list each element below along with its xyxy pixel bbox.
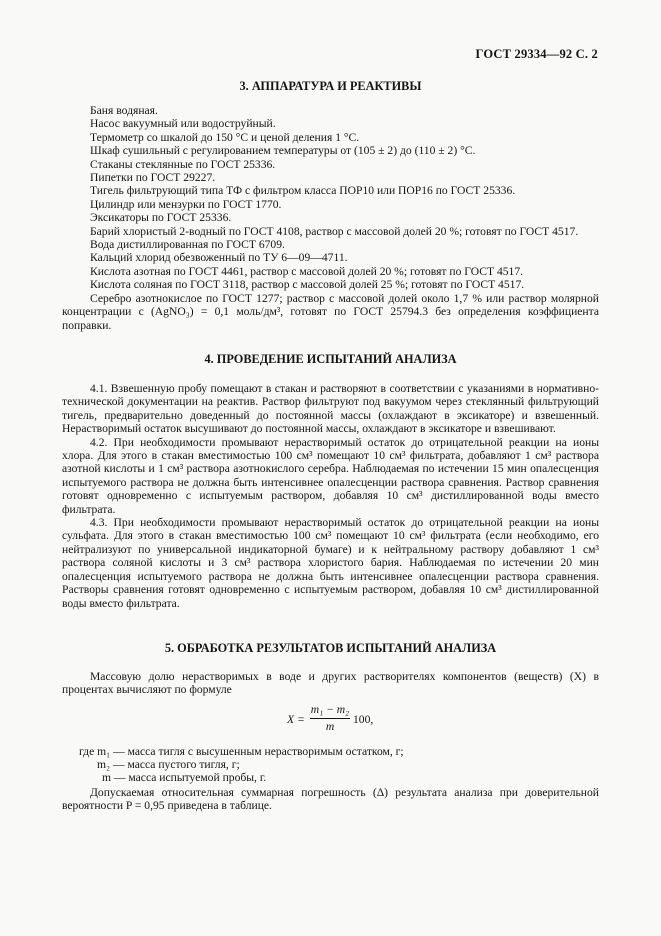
where-line-2: m₂ — масса пустого тигля, г; (97, 758, 240, 771)
fraction-bar (310, 718, 350, 719)
list-item: Шкаф сушильный с регулированием температуры от (105 ± 2) до (110 ± 2) °С. (90, 144, 476, 158)
list-item: Барий хлористый 2-водный по ГОСТ 4108, раствор с массовой долей 20 %; готовят по ГОСТ 4517. (90, 224, 579, 238)
formula-numerator: m₁ − m₂ (310, 703, 350, 716)
list-item: Эксикаторы по ГОСТ 25336. (90, 211, 232, 225)
section-4-body (62, 382, 599, 610)
where-line-3: m — масса испытуемой пробы, г. (102, 771, 267, 784)
paragraph-4-1: 4.1. Взвешенную пробу помещают в стакан и растворяют в соответствии с указаниями в нормативно-технической документации на реактив. Раствор фильтруют под вакуумом через стеклянный фильтрующий тигель, предварительно доведенный до постоянной массы (охлаждают в эксикаторе) и взвешенный. Нерастворимый остаток высушивают до постоянной массы, охлаждают в эксикаторе и взвешивают. (62, 382, 599, 436)
list-item: Цилиндр или мензурки по ГОСТ 1770. (90, 197, 282, 211)
section-5-intro: Массовую долю нерастворимых в воде и других растворителях компонентов (веществ) (X) в процентах вычисляют по формуле (62, 670, 599, 697)
list-item: Кальций хлорид обезвоженный по ТУ 6—09—4711. (90, 251, 348, 265)
list-item: Баня водяная. (90, 104, 158, 117)
paragraph-4-2: 4.2. При необходимости промывают нерастворимый остаток до отрицательной реакции на ионы хлора. Для этого в стакан вместимостью 100 см³ помещают 10 см³ фильтрата, добавляют 1 см³ раствора азотной кислоты и 1 см³ раствора азотнокислого серебра. Наблюдаемая по истечении 15 мин опалесценция испытуемого раствора не должна быть интенсивнее опалесценции раствора сравнения. Раствор сравнения готовят одновременно с испытуемым раствором, добавляя 10 см³ дистиллированной воды вместо фильтрата. (62, 435, 599, 516)
formula-rhs: 100, (353, 713, 374, 726)
formula-denominator: m (325, 720, 335, 733)
list-item: Насос вакуумный или водоструйный. (90, 117, 276, 131)
section-4-title: 4. ПРОВЕДЕНИЕ ИСПЫТАНИЙ АНАЛИЗА (204, 352, 457, 366)
section-3-title: 3. АППАРАТУРА И РЕАКТИВЫ (239, 79, 422, 93)
paragraph-4-3: 4.3. При необходимости промывают нерастворимый остаток до отрицательной реакции на ионы сульфата. Для этого в стакан вместимостью 100 см³ помещают 10 см³ фильтрата (если необходимо, его нейтрализуют по универсальной индикаторной бумаге) и к нейтральному раствору добавляют 1 см³ раствора соляной кислоты и 3 см³ раствора хлористого бария. Наблюдаемая по истечении 20 мин опалесценция испытуемого раствора не должна быть интенсивнее опалесценции раствора сравнения. Растворы сравнения готовят одновременно с испытуемым раствором, добавляя 10 см³ дистиллированной воды вместо фильтрата. (62, 516, 599, 610)
list-item: Кислота соляная по ГОСТ 3118, раствор с массовой долей 25 %; готовят по ГОСТ 4517. (90, 278, 525, 292)
section-5-final: Допускаемая относительная суммарная погрешность (Δ) результата анализа при доверительной вероятности P = 0,95 приведена в таблице. (62, 786, 599, 813)
list-item: Термометр со шкалой до 150 °С и ценой деления 1 °С. (90, 130, 360, 144)
list-item: Пипетки по ГОСТ 29227. (90, 171, 216, 185)
section-5-title: 5. ОБРАБОТКА РЕЗУЛЬТАТОВ ИСПЫТАНИЙ АНАЛИЗА (164, 641, 497, 655)
list-item: Тигель фильтрующий типа ТФ с фильтром класса ПОР10 или ПОР16 по ГОСТ 25336. (90, 184, 516, 198)
formula-lhs: X = (287, 713, 305, 726)
list-item: Серебро азотнокислое по ГОСТ 1277; раствор с массовой долей около 1,7 % или раствор молярной концентрации c (AgNO₃) = 0,1 моль/дм³, готовят по ГОСТ 25794.3 без определения коэффициента поправки. (62, 291, 599, 332)
where-line-1: где m₁ — масса тигля с высушенным нерастворимым остатком, г; (79, 745, 404, 758)
list-item: Кислота азотная по ГОСТ 4461, раствор с массовой долей 20 %; готовят по ГОСТ 4517. (90, 264, 524, 278)
formula (0, 703, 661, 737)
list-item: Вода дистиллированная по ГОСТ 6709. (90, 238, 285, 252)
page-header: ГОСТ 29334—92 С. 2 (475, 47, 598, 61)
section-3-list (62, 104, 599, 332)
list-item: Стаканы стеклянные по ГОСТ 25336. (90, 157, 276, 171)
